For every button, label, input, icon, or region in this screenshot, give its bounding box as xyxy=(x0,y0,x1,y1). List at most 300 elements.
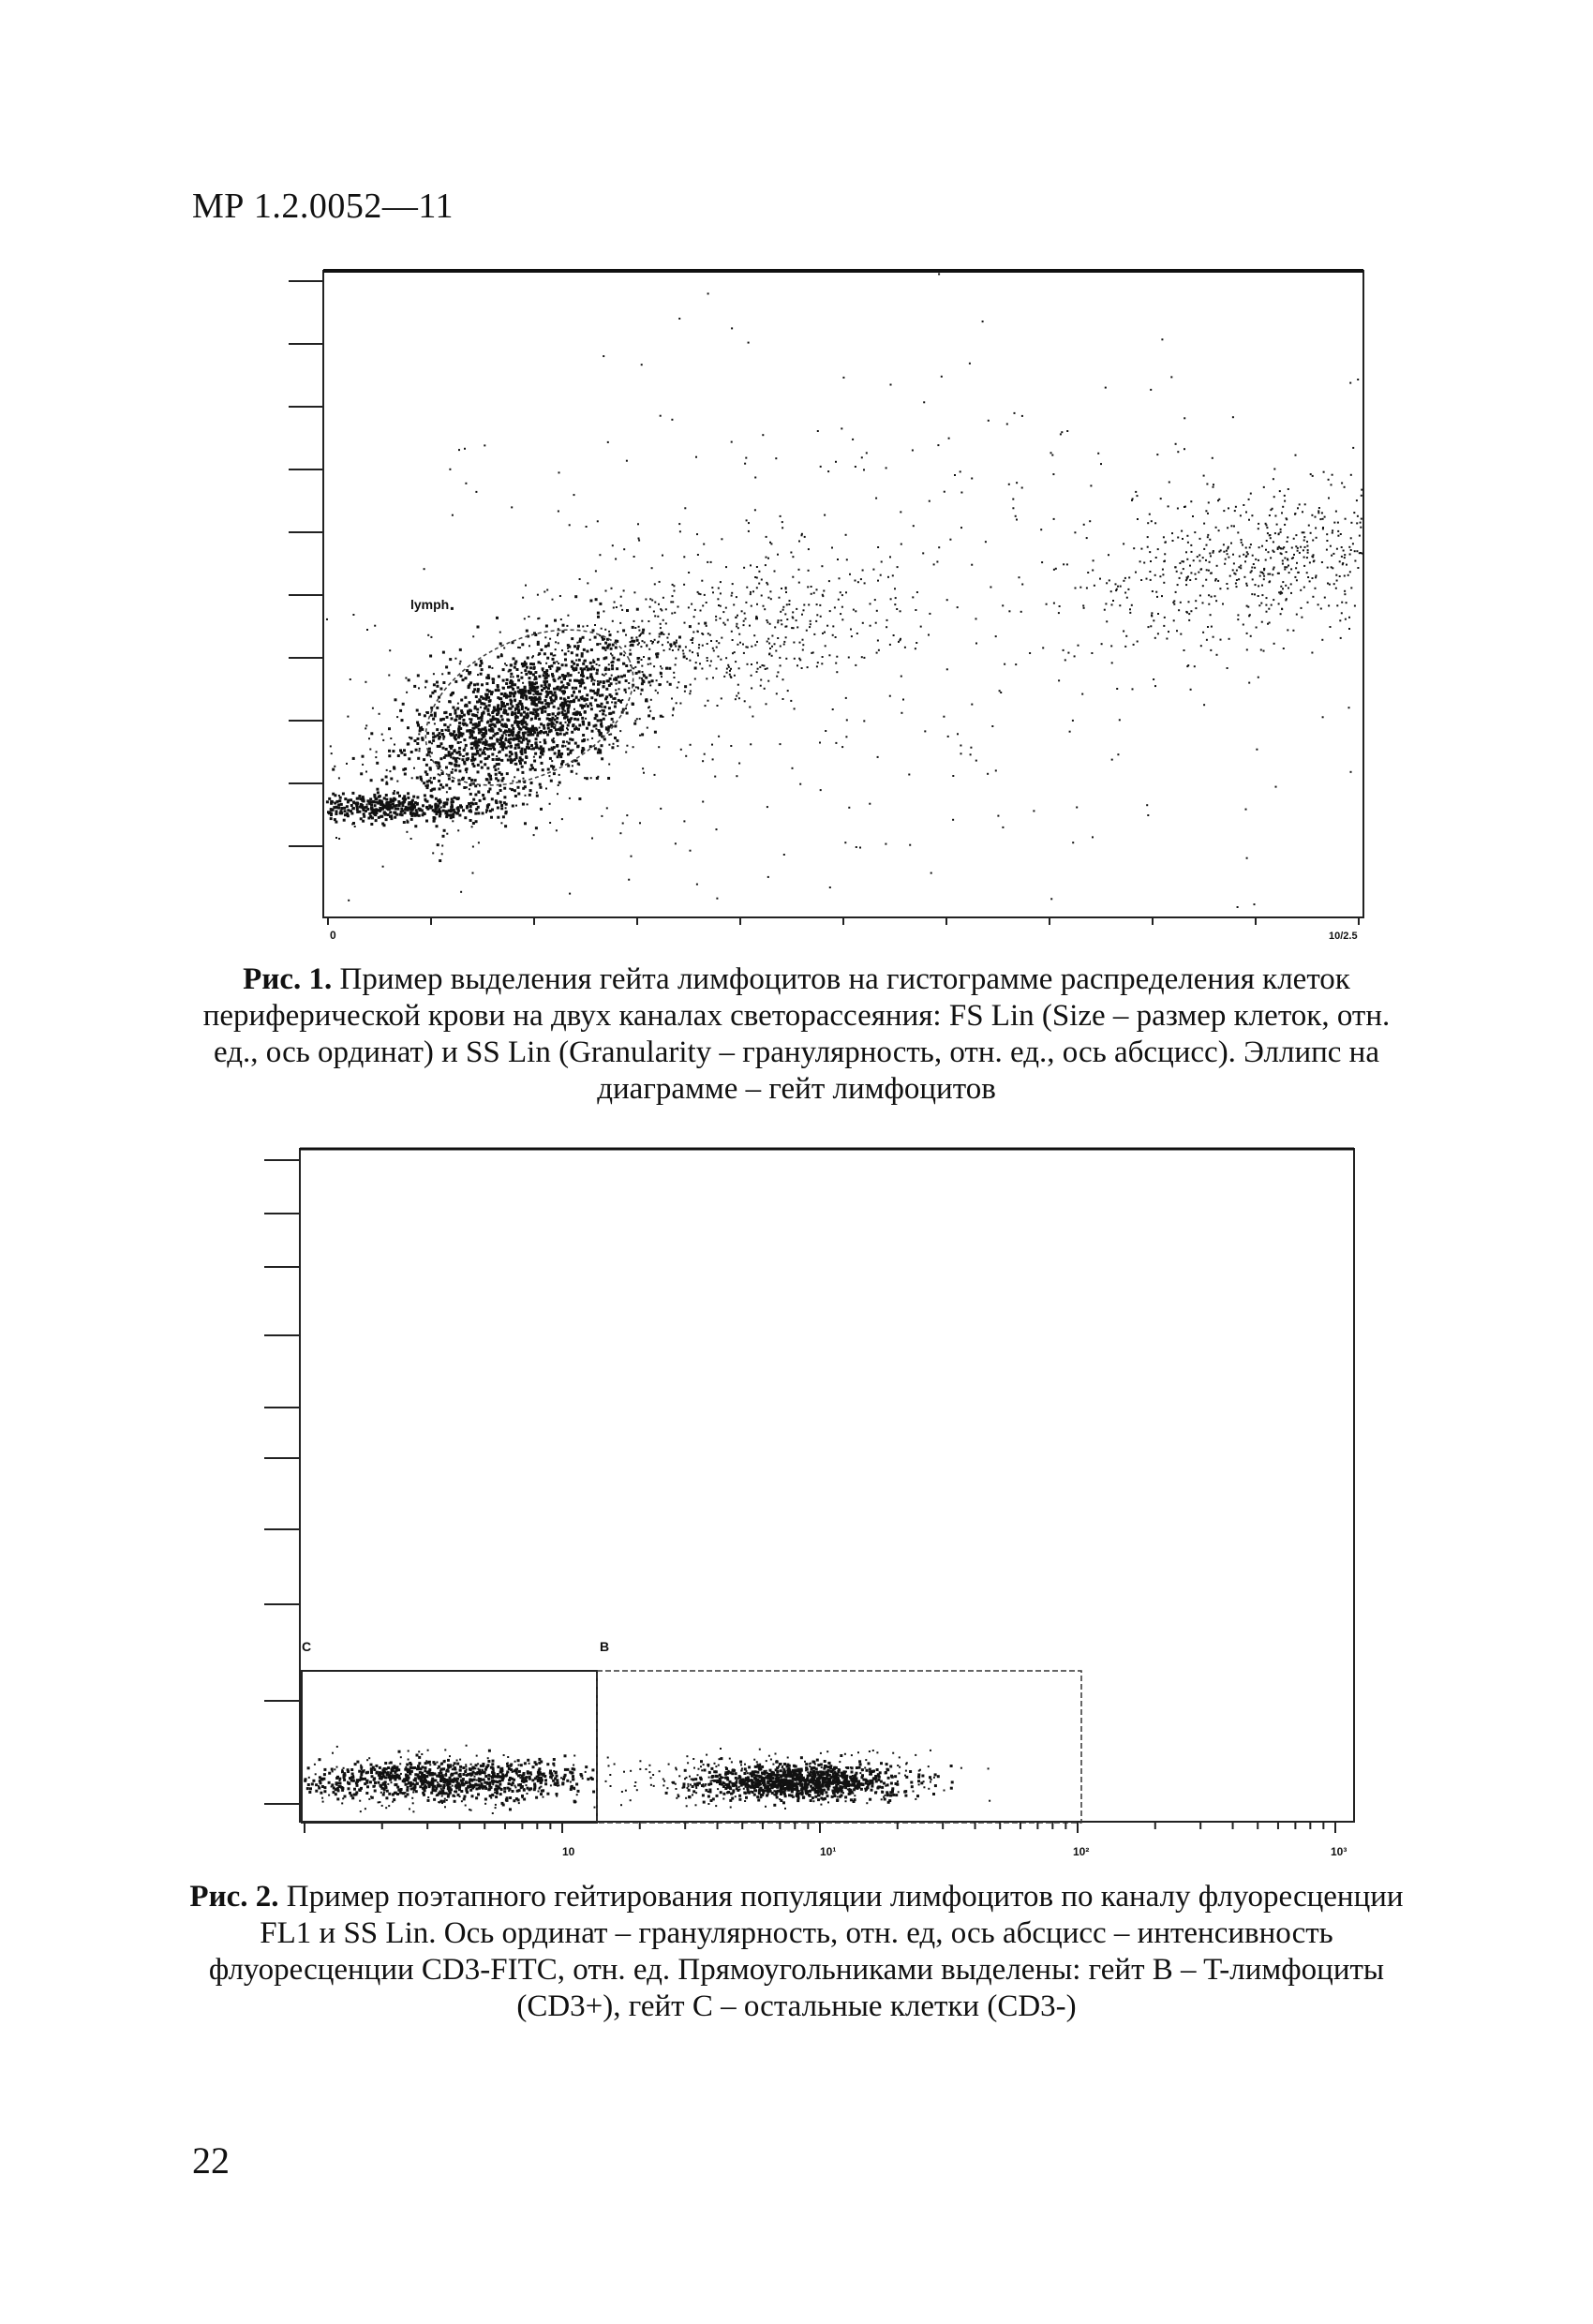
scatter-point xyxy=(811,593,812,595)
scatter-point xyxy=(441,772,443,774)
scatter-point xyxy=(495,1807,497,1809)
scatter-point xyxy=(504,663,506,664)
scatter-point xyxy=(414,1780,416,1781)
scatter-point xyxy=(383,1792,385,1794)
scatter-point xyxy=(525,1780,528,1782)
scatter-point xyxy=(376,751,378,752)
scatter-point xyxy=(322,1801,324,1803)
scatter-point xyxy=(483,749,484,751)
scatter-point xyxy=(597,689,600,692)
scatter-point xyxy=(1051,454,1053,456)
scatter-point xyxy=(1147,536,1149,538)
scatter-point xyxy=(417,1774,420,1777)
scatter-point xyxy=(1150,389,1152,391)
scatter-point xyxy=(569,737,572,740)
scatter-point xyxy=(1243,554,1244,556)
scatter-point xyxy=(578,797,581,800)
scatter-point xyxy=(500,704,503,707)
scatter-point xyxy=(365,727,366,729)
scatter-point xyxy=(763,665,765,667)
scatter-point xyxy=(355,1791,358,1794)
scatter-point xyxy=(841,606,843,608)
scatter-point xyxy=(538,718,541,721)
scatter-point xyxy=(1161,338,1163,340)
scatter-point xyxy=(671,645,673,647)
scatter-point xyxy=(594,679,596,681)
scatter-point xyxy=(360,772,363,775)
scatter-point xyxy=(419,776,422,779)
scatter-point xyxy=(1188,619,1190,621)
scatter-point xyxy=(514,683,516,686)
scatter-point xyxy=(439,1776,441,1778)
scatter-point xyxy=(549,757,552,760)
scatter-point xyxy=(702,633,704,635)
scatter-point xyxy=(418,733,420,735)
scatter-point xyxy=(796,626,798,628)
scatter-point xyxy=(944,491,945,493)
scatter-point xyxy=(452,1785,454,1787)
scatter-point xyxy=(580,1773,583,1776)
scatter-point xyxy=(380,815,382,818)
scatter-point xyxy=(522,697,524,699)
scatter-point xyxy=(1157,548,1159,550)
scatter-point xyxy=(464,762,467,765)
scatter-point xyxy=(385,798,388,801)
scatter-point xyxy=(382,1770,385,1773)
scatter-point xyxy=(1157,633,1159,634)
scatter-point xyxy=(764,688,766,690)
scatter-point xyxy=(1202,632,1204,633)
scatter-point xyxy=(464,448,466,450)
scatter-point xyxy=(611,718,614,721)
scatter-point xyxy=(845,591,847,593)
scatter-point xyxy=(507,1763,509,1765)
scatter-point xyxy=(502,777,505,780)
scatter-point xyxy=(1349,554,1351,556)
scatter-point xyxy=(1341,602,1343,603)
scatter-point xyxy=(1137,641,1139,643)
scatter-point xyxy=(570,1781,572,1783)
scatter-point xyxy=(1128,576,1130,578)
scatter-point xyxy=(672,601,674,603)
scatter-point xyxy=(466,1745,468,1747)
scatter-point xyxy=(484,1775,487,1778)
scatter-point xyxy=(690,639,692,641)
scatter-point xyxy=(347,716,349,718)
scatter-point xyxy=(477,812,480,814)
scatter-point xyxy=(544,1782,547,1785)
scatter-point xyxy=(542,752,543,754)
scatter-point xyxy=(912,450,914,452)
scatter-point xyxy=(648,714,650,717)
scatter-point xyxy=(668,667,671,670)
scatter-point xyxy=(447,1793,450,1795)
scatter-point xyxy=(730,745,732,747)
scatter-point xyxy=(441,673,443,675)
scatter-point xyxy=(370,1771,373,1774)
scatter-point xyxy=(424,714,426,717)
scatter-point xyxy=(555,715,557,717)
scatter-point xyxy=(548,713,551,716)
scatter-point xyxy=(595,598,598,601)
scatter-point xyxy=(466,1768,468,1770)
scatter-point xyxy=(701,580,703,582)
scatter-point xyxy=(613,657,616,660)
scatter-point xyxy=(320,1792,322,1795)
scatter-point xyxy=(410,751,413,753)
scatter-point xyxy=(471,1773,474,1776)
scatter-point xyxy=(521,720,523,722)
scatter-point xyxy=(505,737,507,739)
scatter-point xyxy=(396,781,398,782)
scatter-point xyxy=(1223,551,1225,553)
scatter-point xyxy=(567,710,570,713)
scatter-point xyxy=(1226,583,1228,585)
scatter-point xyxy=(358,795,361,797)
scatter-point xyxy=(534,717,537,720)
scatter-point xyxy=(1206,544,1208,546)
scatter-point xyxy=(563,733,566,736)
scatter-point xyxy=(436,728,439,731)
scatter-point xyxy=(1245,583,1247,585)
scatter-point xyxy=(487,1757,489,1759)
scatter-point xyxy=(1163,582,1165,584)
scatter-point xyxy=(395,813,398,816)
scatter-point xyxy=(485,812,487,813)
scatter-point xyxy=(499,642,502,645)
figure2-plot-frame xyxy=(300,1149,1354,1822)
scatter-point xyxy=(520,758,522,760)
scatter-point xyxy=(521,1778,524,1780)
scatter-point xyxy=(1269,622,1271,624)
scatter-point xyxy=(421,1780,424,1782)
scatter-point xyxy=(407,821,409,824)
scatter-point xyxy=(768,653,770,655)
scatter-point xyxy=(1194,665,1196,667)
scatter-point xyxy=(1147,522,1149,524)
scatter-point xyxy=(1319,518,1321,520)
scatter-point xyxy=(536,792,538,794)
scatter-point xyxy=(595,570,597,572)
scatter-point xyxy=(474,812,477,815)
scatter-point xyxy=(469,1809,470,1810)
scatter-point xyxy=(698,623,700,625)
scatter-point xyxy=(808,603,810,605)
scatter-point xyxy=(495,1795,498,1798)
scatter-point xyxy=(633,556,635,558)
scatter-point xyxy=(454,709,456,712)
scatter-point xyxy=(523,711,526,714)
scatter-point xyxy=(393,1765,395,1767)
scatter-point xyxy=(587,625,588,627)
scatter-point xyxy=(798,569,800,571)
scatter-point xyxy=(1258,595,1259,597)
scatter-point xyxy=(648,620,649,622)
scatter-point xyxy=(929,613,930,615)
scatter-point xyxy=(439,1770,441,1772)
scatter-point xyxy=(506,1765,509,1767)
scatter-point xyxy=(1021,487,1023,489)
scatter-point xyxy=(1245,547,1247,549)
scatter-point xyxy=(488,665,491,668)
scatter-point xyxy=(465,744,468,747)
scatter-point xyxy=(429,1775,431,1777)
scatter-point xyxy=(666,667,668,669)
scatter-point xyxy=(612,698,614,700)
scatter-point xyxy=(462,733,465,736)
scatter-point xyxy=(694,609,696,611)
scatter-point xyxy=(835,742,837,744)
scatter-point xyxy=(1332,529,1333,531)
scatter-point xyxy=(1205,579,1207,581)
scatter-point xyxy=(486,1781,488,1783)
scatter-point xyxy=(746,519,748,521)
scatter-point xyxy=(709,664,711,666)
scatter-point xyxy=(500,653,502,655)
scatter-point xyxy=(391,1769,394,1772)
scatter-point xyxy=(437,1775,439,1777)
scatter-point xyxy=(307,1783,310,1786)
scatter-point xyxy=(710,1767,713,1770)
scatter-point xyxy=(1357,567,1359,569)
scatter-point xyxy=(875,1780,878,1783)
scatter-point xyxy=(1163,625,1165,627)
scatter-point xyxy=(366,804,368,806)
scatter-point xyxy=(504,738,507,741)
scatter-point xyxy=(675,663,677,665)
scatter-point xyxy=(425,1760,427,1762)
scatter-point xyxy=(621,609,623,611)
scatter-point xyxy=(1315,516,1317,518)
scatter-point xyxy=(385,1786,388,1789)
scatter-point xyxy=(535,741,538,744)
scatter-point xyxy=(749,625,751,627)
scatter-point xyxy=(637,661,640,663)
scatter-point xyxy=(1240,567,1242,569)
scatter-point xyxy=(471,826,473,827)
scatter-point xyxy=(1350,474,1352,476)
scatter-point xyxy=(483,797,485,800)
scatter-point xyxy=(346,812,349,815)
scatter-point xyxy=(1199,560,1201,562)
scatter-point xyxy=(810,623,811,625)
scatter-point xyxy=(1258,523,1259,525)
scatter-point xyxy=(661,676,663,678)
scatter-point xyxy=(573,723,575,726)
scatter-point xyxy=(606,701,609,704)
scatter-point xyxy=(369,1780,372,1783)
scatter-point xyxy=(609,633,612,636)
scatter-point xyxy=(474,741,476,743)
scatter-point xyxy=(623,548,625,550)
scatter-point xyxy=(1333,583,1335,585)
scatter-point xyxy=(533,1782,536,1785)
scatter-point xyxy=(492,744,495,747)
scatter-point xyxy=(392,1775,395,1778)
scatter-point xyxy=(1335,511,1337,513)
scatter-point xyxy=(1312,577,1314,579)
scatter-point xyxy=(1189,565,1191,567)
scatter-point xyxy=(424,1777,426,1780)
scatter-point xyxy=(458,769,461,772)
scatter-point xyxy=(1248,682,1250,684)
scatter-point xyxy=(831,547,833,549)
scatter-point xyxy=(421,809,424,812)
scatter-point xyxy=(428,1781,431,1784)
scatter-point xyxy=(513,676,514,678)
scatter-point xyxy=(544,699,547,702)
scatter-point xyxy=(370,1767,373,1770)
scatter-point xyxy=(1326,540,1328,542)
scatter-point xyxy=(716,640,718,642)
scatter-point xyxy=(851,635,853,637)
scatter-point xyxy=(1261,621,1263,623)
scatter-point xyxy=(523,1788,525,1790)
scatter-point xyxy=(587,705,589,708)
scatter-point xyxy=(450,756,452,758)
scatter-point xyxy=(889,695,891,697)
scatter-point xyxy=(1313,560,1315,562)
scatter-point xyxy=(396,792,399,795)
scatter-point xyxy=(597,719,600,722)
scatter-point xyxy=(536,693,539,695)
scatter-point xyxy=(424,1762,427,1765)
scatter-point xyxy=(1306,572,1308,574)
scatter-point xyxy=(561,1782,564,1785)
scatter-point xyxy=(690,691,692,693)
scatter-point xyxy=(1258,677,1259,678)
scatter-point xyxy=(465,1764,467,1765)
scatter-point xyxy=(394,1798,395,1800)
scatter-point xyxy=(321,1785,323,1787)
scatter-point xyxy=(385,794,388,797)
scatter-point xyxy=(628,687,630,689)
scatter-point xyxy=(1245,512,1247,514)
scatter-point xyxy=(786,618,788,620)
scatter-point xyxy=(817,662,819,663)
scatter-point xyxy=(469,788,470,790)
scatter-point xyxy=(449,658,452,661)
scatter-point xyxy=(589,702,592,705)
scatter-point xyxy=(500,773,503,776)
scatter-point xyxy=(1089,520,1091,522)
scatter-point xyxy=(1266,597,1268,599)
scatter-point xyxy=(546,734,549,737)
scatter-point xyxy=(702,1794,705,1796)
scatter-point xyxy=(471,763,474,766)
scatter-point xyxy=(736,775,737,777)
scatter-point xyxy=(512,1771,514,1773)
scatter-point xyxy=(1083,524,1085,526)
scatter-point xyxy=(440,1764,442,1765)
scatter-point xyxy=(501,1802,504,1805)
scatter-point xyxy=(686,658,688,660)
scatter-point xyxy=(484,740,487,743)
scatter-point xyxy=(343,1767,345,1769)
scatter-point xyxy=(445,1770,447,1772)
scatter-point xyxy=(1307,552,1309,554)
scatter-point xyxy=(1105,387,1107,389)
scatter-point xyxy=(445,1773,447,1775)
scatter-point xyxy=(594,747,597,750)
scatter-point xyxy=(625,634,627,636)
scatter-point xyxy=(453,1765,454,1766)
scatter-point xyxy=(341,1802,343,1804)
scatter-point xyxy=(761,579,763,581)
scatter-point xyxy=(411,1782,414,1785)
scatter-point xyxy=(347,800,350,803)
scatter-point xyxy=(1315,528,1317,529)
scatter-point xyxy=(476,683,479,686)
scatter-point xyxy=(1186,665,1188,667)
scatter-point xyxy=(323,1773,326,1776)
scatter-point xyxy=(471,752,474,755)
scatter-point xyxy=(1327,567,1329,569)
scatter-point xyxy=(475,1787,478,1790)
scatter-point xyxy=(524,822,527,825)
scatter-point xyxy=(853,609,855,611)
scatter-point xyxy=(520,703,523,706)
scatter-point xyxy=(514,719,516,721)
scatter-point xyxy=(1237,618,1239,620)
scatter-point xyxy=(689,693,691,694)
scatter-point xyxy=(726,672,728,674)
scatter-point xyxy=(557,733,559,736)
scatter-point xyxy=(432,739,435,742)
scatter-point xyxy=(783,641,785,643)
scatter-point xyxy=(585,718,587,720)
scatter-point xyxy=(450,1764,452,1765)
scatter-point xyxy=(350,1795,353,1797)
scatter-point xyxy=(1226,550,1228,552)
scatter-point xyxy=(909,844,911,846)
scatter-point xyxy=(1303,565,1305,567)
scatter-point xyxy=(334,818,336,821)
scatter-point xyxy=(1343,550,1345,552)
scatter-point xyxy=(841,594,843,596)
scatter-point xyxy=(1154,637,1156,639)
scatter-point xyxy=(461,1782,463,1784)
scatter-point xyxy=(403,801,406,804)
scatter-point xyxy=(626,609,629,612)
scatter-point xyxy=(1078,645,1079,647)
scatter-point xyxy=(470,759,473,762)
scatter-point xyxy=(616,683,618,685)
scatter-point xyxy=(746,587,748,588)
scatter-point xyxy=(695,662,697,663)
scatter-point xyxy=(505,807,507,809)
scatter-point xyxy=(720,592,722,594)
scatter-point xyxy=(899,639,901,641)
scatter-point xyxy=(452,1773,454,1775)
scatter-point xyxy=(1266,527,1268,529)
scatter-point xyxy=(464,1795,467,1798)
scatter-point xyxy=(458,814,461,817)
scatter-point xyxy=(450,724,452,726)
scatter-point xyxy=(874,599,876,601)
scatter-point xyxy=(488,1785,491,1788)
scatter-point xyxy=(510,1768,513,1771)
scatter-point xyxy=(738,667,740,669)
scatter-point xyxy=(405,1766,407,1768)
scatter-point xyxy=(567,765,570,767)
scatter-point xyxy=(881,561,883,563)
scatter-point xyxy=(1265,549,1267,551)
scatter-point xyxy=(1182,560,1184,562)
scatter-point xyxy=(346,763,348,765)
scatter-point xyxy=(405,1774,408,1777)
scatter-point xyxy=(522,682,524,684)
